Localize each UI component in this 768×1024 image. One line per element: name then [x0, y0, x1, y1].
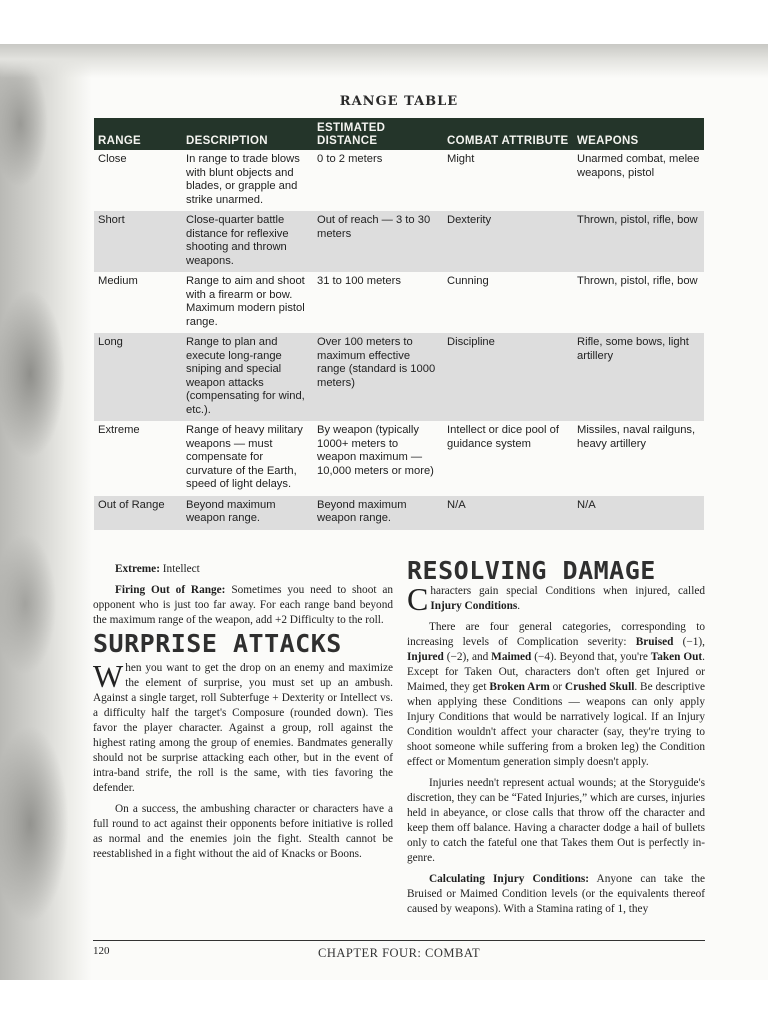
page-texture-top — [0, 44, 768, 78]
resolving-text-1: haracters gain special Conditions when injured, called — [430, 585, 705, 597]
header-range: RANGE — [94, 118, 182, 150]
table-row — [94, 211, 704, 272]
cell-weapons: N/A — [573, 496, 704, 530]
table-row — [94, 421, 704, 496]
cell-distance: By weapon (typically 1000+ meters to weapon maximum — 10,000 meters or more) — [317, 424, 434, 477]
cell-weapons: Missiles, naval railguns, heavy artillery — [577, 424, 696, 450]
punctuation: . — [517, 600, 521, 612]
broken-arm-term: Broken Arm — [489, 681, 550, 693]
extreme-text: Intellect — [162, 563, 200, 575]
text-span: There are four general categories, corresponding to increasing levels of Complication severity: — [407, 621, 705, 648]
cell-range: Extreme — [98, 424, 140, 436]
cell-description: Range of heavy military weapons — must compensate for curvature of the Earth, speed of light delays. — [186, 424, 303, 490]
cell-distance: 0 to 2 meters — [317, 153, 383, 165]
cell-distance: Out of reach — 3 to 30 meters — [313, 211, 443, 272]
cell-range: Long — [94, 333, 182, 421]
injured-term: Injured — [407, 651, 444, 663]
table-row — [94, 150, 704, 211]
cell-attribute: Discipline — [443, 333, 573, 421]
text-span: (−4). Beyond that, you're — [534, 651, 648, 663]
header-combat-attribute: COMBAT ATTRIBUTE — [443, 118, 573, 150]
cell-distance: Over 100 meters to maximum effective range (standard is 1000 meters) — [313, 333, 443, 421]
page-texture-left — [0, 44, 92, 980]
cell-range: Close — [98, 153, 127, 165]
text-span: (−2), and — [446, 651, 489, 663]
taken-out-term: Taken Out — [650, 651, 703, 663]
cell-weapons: Thrown, pistol, rifle, bow — [573, 211, 704, 272]
cell-attribute: Intellect or dice pool of guidance system — [447, 424, 559, 450]
cell-description: Close-quarter battle distance for reflexive shooting and thrown weapons. — [182, 211, 313, 272]
bruised-term: Bruised — [635, 636, 674, 648]
crushed-skull-term: Crushed Skull — [564, 681, 635, 693]
extreme-paragraph — [93, 562, 393, 577]
table-row — [94, 272, 704, 333]
resolving-paragraph-1 — [407, 581, 705, 617]
resolving-paragraph-3: Injuries needn't represent actual wounds; at the Storyguide's discretion, they can be “Fated Injuries,” which are curses, injuries held in abeyance, or close calls that throw off the character and keep them off balance. Having a character dodge a hail of bullets only to catch the fateful one that Takes them Out is perfectly in-genre. — [407, 777, 705, 864]
page-number: 120 — [93, 945, 110, 957]
header-weapons: WEAPONS — [573, 118, 704, 150]
cell-attribute: Cunning — [447, 275, 489, 287]
table-row — [94, 333, 704, 421]
cell-attribute: Dexterity — [443, 211, 573, 272]
surprise-attacks-heading: SURPRISE ATTACKS — [93, 629, 342, 658]
left-column — [93, 562, 393, 868]
text-span: . Except for Taken Out, characters don't often get Injured or Maimed, they get — [407, 651, 705, 693]
range-table — [94, 118, 704, 530]
resolving-damage-heading: RESOLVING DAMAGE — [407, 556, 656, 585]
cell-range: Out of Range — [94, 496, 182, 530]
text-span: . Be descriptive when applying these Conditions — weapons can only apply Injury Conditions that would be narratively logical. If an Injury Condition wouldn't affect your character (say, they're trying to shoot someone while suffering from a broken leg) the Condition effect or Momentum generation simply doesn't apply. — [407, 681, 706, 768]
surprise-paragraph-1 — [93, 658, 393, 796]
calculating-text: Anyone can take the Bruised or Maimed Condition levels (or the equivalents thereof caused by weapons). With a Stamina rating of 1, they — [407, 873, 705, 915]
cell-description: In range to trade blows with blunt objects and blades, or grapple and strike unarmed. — [186, 153, 300, 206]
range-table-title: RANGE TABLE — [339, 94, 459, 109]
calculating-label: Calculating Injury Conditions: — [429, 873, 590, 885]
cell-attribute: N/A — [443, 496, 573, 530]
resolving-paragraph-2 — [407, 620, 705, 770]
surprise-paragraph-2: On a success, the ambushing character or characters have a full round to act against their opponents before initiative is rolled as normal and the enemies join the fight. Stealth cannot be reestablished in a fight without the aid of Knacks or Boons. — [93, 803, 393, 860]
cell-description: Range to plan and execute long-range sniping and special weapon attacks (compensating for wind, etc.). — [182, 333, 313, 421]
firing-label: Firing Out of Range: — [115, 584, 226, 596]
text-span: (−1), — [682, 636, 705, 648]
cell-description: Range to aim and shoot with a firearm or bow. Maximum modern pistol range. — [186, 275, 305, 328]
surprise-text-1: hen you want to get the drop on an enemy and maximize the element of surprise, you must set up an ambush. Against a single target, roll Subterfuge + Dexterity or Intellect vs. a difficulty half the target's Composure (rounded down). Ties favor the player character. Against a group, roll against the highest rating among the group of enemies. Bandmates generally should not be surprise attacking each other, but in the event of intra-band strife, the roll is the same, with ties favoring the defender. — [93, 662, 393, 794]
injury-conditions-term: Injury Conditions — [430, 600, 518, 612]
cell-range: Medium — [98, 275, 138, 287]
cell-description: Beyond maximum weapon range. — [182, 496, 313, 530]
book-page — [0, 44, 768, 980]
drop-cap: C — [407, 581, 429, 617]
firing-paragraph — [93, 583, 393, 628]
chapter-title: CHAPTER FOUR: COMBAT — [318, 946, 481, 960]
maimed-term: Maimed — [491, 651, 532, 663]
cell-distance: 31 to 100 meters — [317, 275, 401, 287]
header-description: DESCRIPTION — [182, 118, 313, 150]
header-estimated-distance: ESTIMATED DISTANCE — [313, 118, 443, 150]
cell-weapons: Rifle, some bows, light artillery — [573, 333, 704, 421]
cell-attribute: Might — [447, 153, 475, 165]
cell-range: Short — [94, 211, 182, 272]
right-column — [407, 556, 706, 923]
drop-cap: W — [93, 658, 124, 694]
cell-distance: Beyond maximum weapon range. — [313, 496, 443, 530]
extreme-label: Extreme: — [115, 563, 160, 575]
cell-weapons: Thrown, pistol, rifle, bow — [577, 275, 698, 287]
table-row — [94, 496, 704, 530]
range-table-header-row — [94, 118, 704, 150]
firing-text: Sometimes you need to shoot an opponent who is just too far away. For each range band beyond the maximum range of the weapon, add +2 Difficulty to the roll. — [93, 584, 393, 626]
footer-divider — [93, 940, 705, 941]
cell-weapons: Unarmed combat, melee weapons, pistol — [577, 153, 700, 179]
resolving-paragraph-4 — [407, 872, 705, 917]
text-span: or — [552, 681, 563, 693]
